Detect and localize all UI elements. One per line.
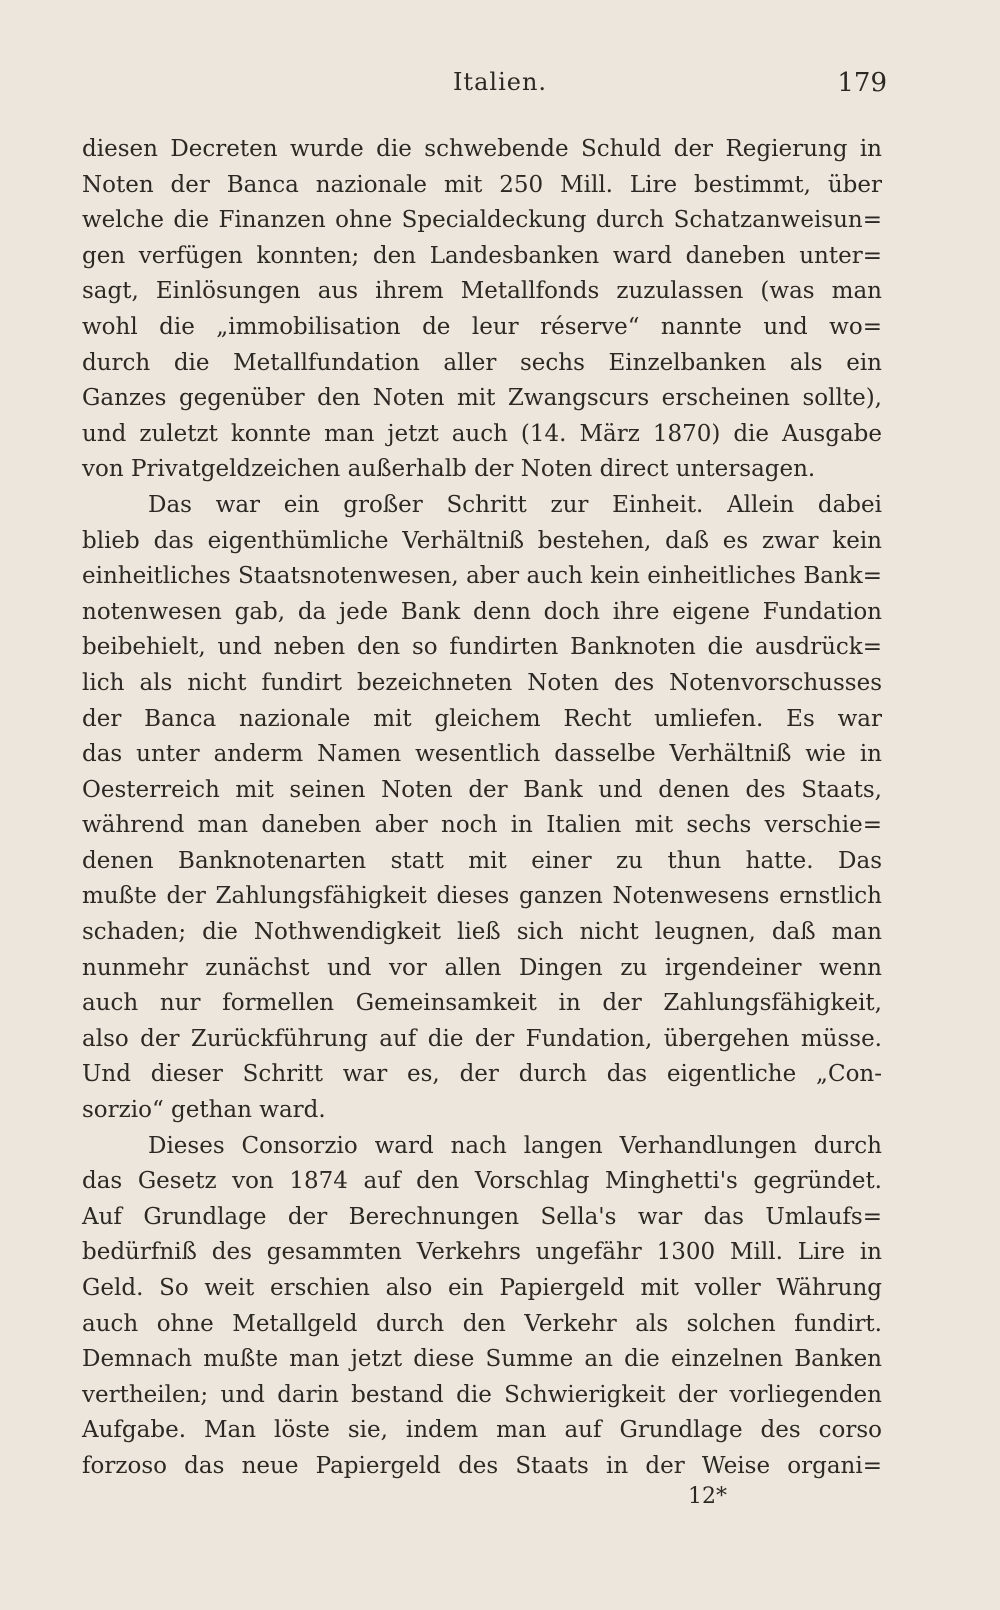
text-line: diesen Decreten wurde die schwebende Schuld der Regierung in (82, 136, 882, 162)
text-line: Das war ein großer Schritt zur Einheit. Allein dabei (148, 491, 882, 518)
running-title: Italien. (452, 68, 548, 96)
signature-mark: 12* (688, 1484, 727, 1509)
text-line: Dieses Consorzio ward nach langen Verhandlungen durch (148, 1132, 882, 1159)
text-line: während man daneben aber noch in Italien mit sechs verschie= (82, 812, 882, 839)
body-text (82, 132, 882, 1485)
text-line: sagt, Einlösungen aus ihrem Metallfonds zuzulassen (was man (82, 278, 882, 305)
text-line: auch nur formellen Gemeinsamkeit in der Zahlungsfähigkeit, (82, 990, 882, 1017)
text-line: beibehielt, und neben den so fundirten Banknoten die ausdrück= (82, 634, 882, 661)
text-line: notenwesen gab, da jede Bank denn doch ihre eigene Fundation (82, 598, 882, 625)
text-line: vertheilen; und darin bestand die Schwierigkeit der vorliegenden (82, 1381, 882, 1408)
text-line: der Banca nazionale mit gleichem Recht umliefen. Es war (82, 705, 882, 732)
text-line: wohl die „immobilisation de leur réserve“ nannte und wo= (82, 313, 882, 340)
text-line: forzoso das neue Papiergeld des Staats in der Weise organi= (82, 1452, 882, 1479)
text-line: denen Banknotenarten statt mit einer zu thun hatte. Das (82, 847, 882, 874)
text-line: Und dieser Schritt war es, der durch das eigentliche „Con- (82, 1061, 882, 1088)
text-line: das Gesetz von 1874 auf den Vorschlag Minghetti's gegründet. (82, 1168, 882, 1195)
page-number: 179 (837, 68, 887, 98)
text-line: schaden; die Nothwendigkeit ließ sich nicht leugnen, daß man (82, 919, 882, 946)
text-line: Noten der Banca nazionale mit 250 Mill. Lire bestimmt, über (82, 171, 882, 198)
text-line: bedürfniß des gesammten Verkehrs ungefähr 1300 Mill. Lire in (82, 1239, 882, 1266)
text-line: nunmehr zunächst und vor allen Dingen zu irgendeiner wenn (82, 954, 882, 981)
text-line: sorzio“ gethan ward. (82, 1097, 326, 1124)
text-line: also der Zurückführung auf die der Fundation, übergehen müsse. (82, 1025, 882, 1052)
text-line: Demnach mußte man jetzt diese Summe an die einzelnen Banken (82, 1346, 882, 1373)
text-line: auch ohne Metallgeld durch den Verkehr als solchen fundirt. (82, 1310, 882, 1337)
text-line: Geld. So weit erschien also ein Papiergeld mit voller Währung (82, 1275, 882, 1301)
text-line: durch die Metallfundation aller sechs Einzelbanken als ein (82, 349, 882, 376)
text-line: blieb das eigenthümliche Verhältniß bestehen, daß es zwar kein (82, 527, 882, 554)
text-line: mußte der Zahlungsfähigkeit dieses ganzen Notenwesens ernstlich (82, 883, 882, 910)
text-line: Aufgabe. Man löste sie, indem man auf Grundlage des corso (82, 1417, 882, 1444)
text-line: von Privatgeldzeichen außerhalb der Noten direct untersagen. (82, 456, 816, 483)
text-line: Ganzes gegenüber den Noten mit Zwangscurs erscheinen sollte), (82, 385, 882, 412)
text-line: gen verfügen konnten; den Landesbanken ward daneben unter= (82, 242, 882, 269)
text-line: welche die Finanzen ohne Specialdeckung durch Schatzanweisun= (82, 207, 882, 234)
text-line: lich als nicht fundirt bezeichneten Noten des Notenvorschusses (82, 669, 882, 696)
text-line: Oesterreich mit seinen Noten der Bank und denen des Staats, (82, 776, 882, 803)
text-line: und zuletzt konnte man jetzt auch (14. März 1870) die Ausgabe (82, 420, 882, 447)
text-line: einheitliches Staatsnotenwesen, aber auch kein einheitliches Bank= (82, 563, 882, 590)
text-line: das unter anderm Namen wesentlich dasselbe Verhältniß wie in (82, 741, 882, 768)
text-line: Auf Grundlage der Berechnungen Sella's war das Umlaufs= (82, 1203, 882, 1230)
